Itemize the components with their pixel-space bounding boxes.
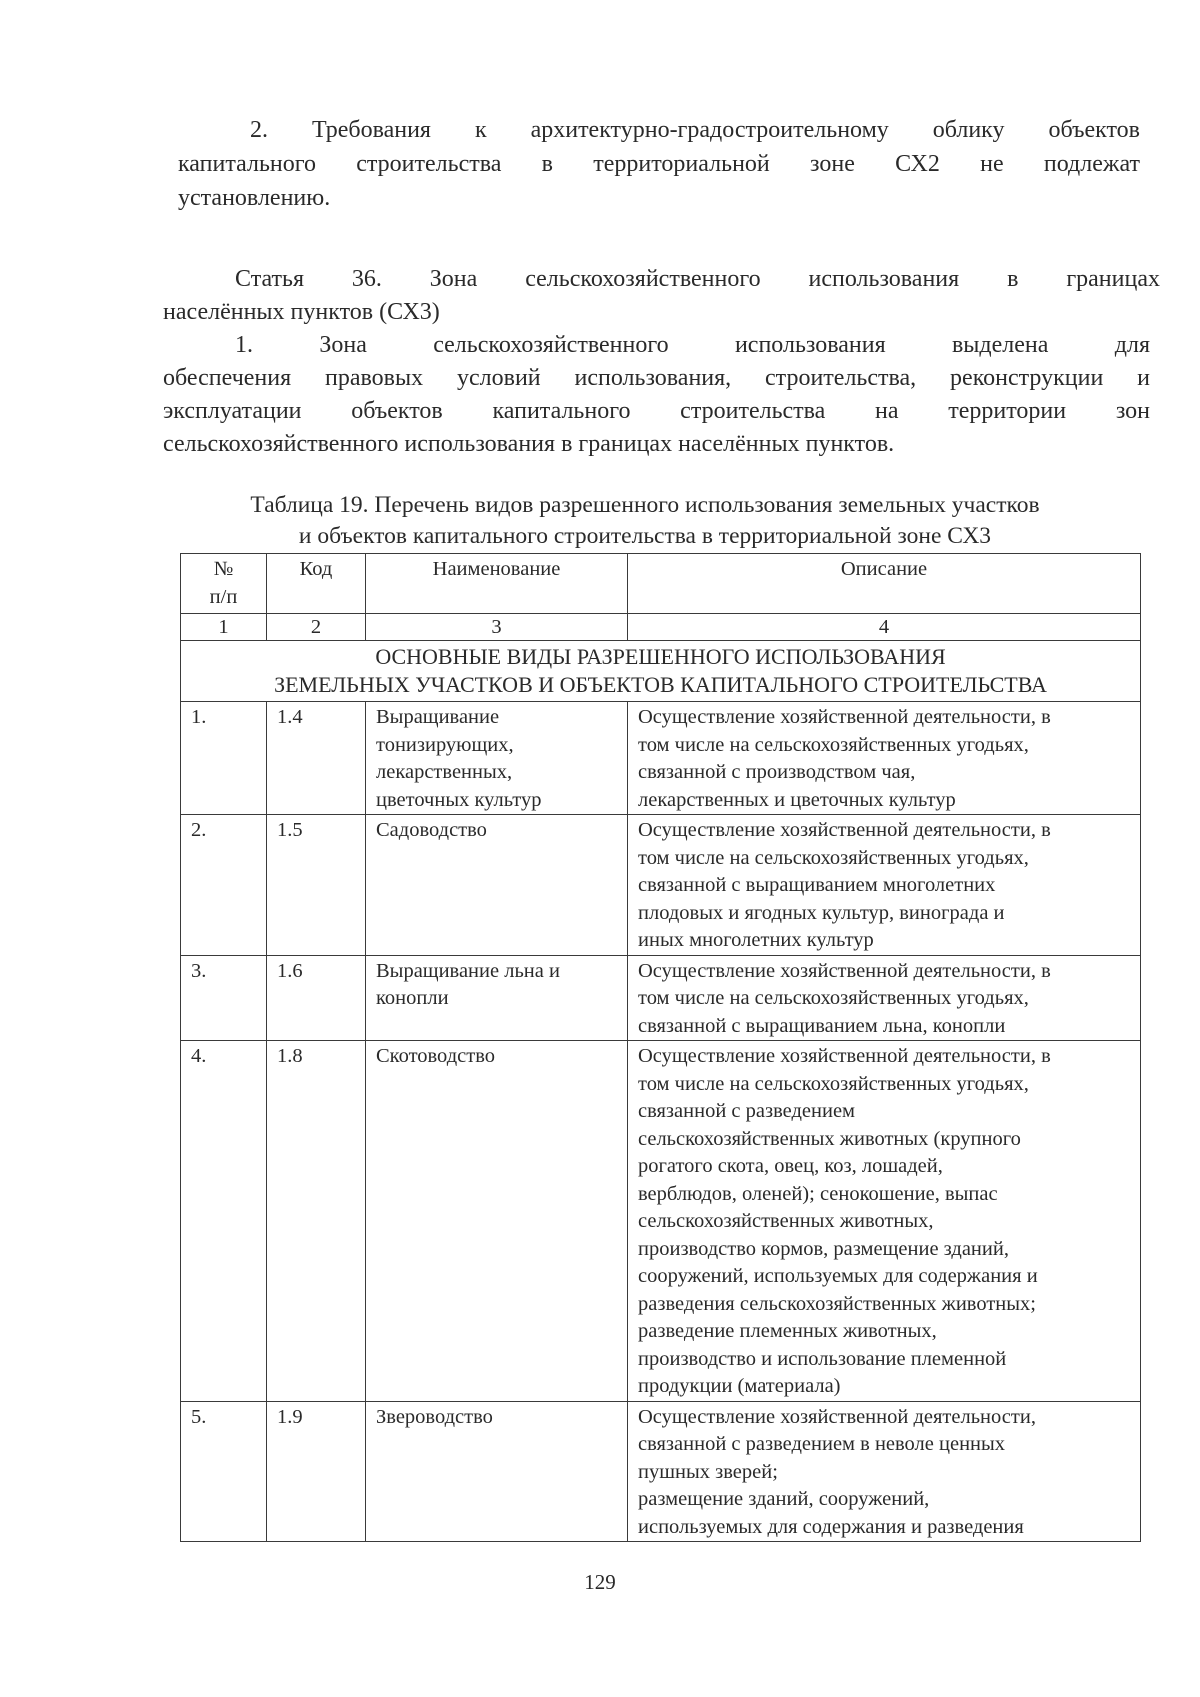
header-name: Наименование [366, 554, 628, 614]
row-description-line: иных многолетних культур [638, 929, 874, 951]
row-description-line: рогатого скота, овец, коз, лошадей, [638, 1155, 943, 1177]
header-num [181, 554, 267, 614]
article-paragraph-line: 1. Зона сельскохозяйственного использования выделена для [235, 332, 1150, 358]
table-caption-line: Таблица 19. Перечень видов разрешенного использования земельных участков [250, 492, 1040, 518]
article-36 [163, 263, 1160, 461]
row-description-line: сооружений, используемых для содержания и [638, 1265, 1038, 1287]
column-number: 3 [366, 614, 628, 641]
row-description-line: производство кормов, размещение зданий, [638, 1237, 1009, 1260]
table-row [181, 955, 1141, 1041]
row-number: 4. [181, 1041, 267, 1402]
row-name-line: Выращивание льна и [376, 959, 560, 982]
row-description-line: разведения сельскохозяйственных животных; [638, 1292, 1036, 1315]
row-description [628, 1401, 1141, 1542]
row-description-line: Осуществление хозяйственной деятельности, в [638, 1045, 1051, 1067]
row-name-line: цветочных культур [376, 788, 542, 811]
header-description: Описание [628, 554, 1141, 614]
row-description-line: том числе на сельскохозяйственных угодьях, [638, 733, 1029, 756]
paragraph-2-line: капитального строительства в территориальной зоне СХ2 не подлежат [178, 151, 1140, 177]
row-name-line: Выращивание [376, 706, 500, 728]
row-name-line: Садоводство [376, 819, 487, 841]
row-name [366, 1401, 628, 1542]
row-description-line: Осуществление хозяйственной деятельности, в [638, 959, 1051, 982]
row-name-line: лекарственных, [376, 761, 513, 783]
row-name [366, 1041, 628, 1402]
row-name-line: конопли [376, 987, 449, 1009]
row-description-line: размещение зданий, сооружений, [638, 1488, 930, 1510]
section-header-line: ОСНОВНЫЕ ВИДЫ РАЗРЕШЕННОГО ИСПОЛЬЗОВАНИЯ [375, 644, 946, 669]
row-number: 2. [181, 815, 267, 956]
row-description [628, 1041, 1141, 1402]
row-number: 1. [181, 702, 267, 815]
row-description-line: плодовых и ягодных культур, винограда и [638, 901, 1005, 924]
row-description-line: Осуществление хозяйственной деятельности, в [638, 819, 1051, 841]
row-name [366, 815, 628, 956]
header-num-line2: п/п [209, 585, 238, 608]
table-row [181, 1041, 1141, 1402]
column-number: 2 [267, 614, 366, 641]
row-description [628, 955, 1141, 1041]
row-description-line: сельскохозяйственных животных (крупного [638, 1127, 1021, 1150]
row-description-line: том числе на сельскохозяйственных угодьях, [638, 1072, 1029, 1095]
row-description-line: Осуществление хозяйственной деятельности, в [638, 706, 1051, 728]
row-description-line: связанной с производством чая, [638, 761, 916, 783]
row-description-line: лекарственных и цветочных культур [638, 788, 956, 811]
row-description-line: разведение племенных животных, [638, 1320, 937, 1342]
row-name-line: тонизирующих, [376, 733, 514, 756]
paragraph-2-line: установлению. [178, 185, 331, 211]
row-code: 1.5 [267, 815, 366, 956]
row-code: 1.8 [267, 1041, 366, 1402]
row-description-line: сельскохозяйственных животных, [638, 1210, 934, 1232]
row-name-line: Звероводство [376, 1405, 493, 1428]
column-number: 4 [628, 614, 1141, 641]
section-header-line: ЗЕМЕЛЬНЫХ УЧАСТКОВ И ОБЪЕКТОВ КАПИТАЛЬНОГО СТРОИТЕЛЬСТВА [274, 672, 1047, 697]
row-name [366, 955, 628, 1041]
permitted-use-table [180, 553, 1141, 1542]
row-description-line: верблюдов, оленей); сенокошение, выпас [638, 1182, 998, 1205]
paragraph-2-line: 2. Требования к архитектурно-градостроительному облику объектов [250, 117, 1140, 143]
row-description-line: связанной с выращиванием многолетних [638, 874, 996, 896]
table-row [181, 702, 1141, 815]
row-description-line: том числе на сельскохозяйственных угодьях, [638, 987, 1029, 1009]
row-description-line: связанной с разведением в неволе ценных [638, 1433, 1006, 1455]
row-description-line: продукции (материала) [638, 1375, 841, 1397]
row-description-line: связанной с разведением [638, 1100, 856, 1122]
table-row [181, 1401, 1141, 1542]
row-code: 1.4 [267, 702, 366, 815]
section-header [181, 641, 1141, 702]
column-number: 1 [181, 614, 267, 641]
article-title-line: Статья 36. Зона сельскохозяйственного использования в границах [235, 266, 1160, 292]
row-name [366, 702, 628, 815]
row-description-line: пушных зверей; [638, 1460, 778, 1483]
row-description-line: Осуществление хозяйственной деятельности, [638, 1405, 1036, 1428]
table-row [181, 815, 1141, 956]
row-description-line: том числе на сельскохозяйственных угодьях, [638, 846, 1029, 869]
article-paragraph-line: обеспечения правовых условий использования, строительства, реконструкции и [163, 365, 1150, 391]
row-code: 1.6 [267, 955, 366, 1041]
page-number: 129 [584, 1570, 616, 1594]
header-num-line1: № [213, 558, 234, 580]
article-paragraph-line: эксплуатации объектов капитального строительства на территории зон [163, 398, 1150, 424]
column-number-row [181, 614, 1141, 641]
table-body [181, 702, 1141, 1542]
table-header-row [181, 554, 1141, 614]
header-code: Код [267, 554, 366, 614]
table-caption-line: и объектов капитального строительства в территориальной зоне СХ3 [298, 523, 992, 549]
row-description [628, 815, 1141, 956]
row-description-line: связанной с выращиванием льна, конопли [638, 1014, 1006, 1037]
row-number: 5. [181, 1401, 267, 1542]
row-name-line: Скотоводство [376, 1045, 495, 1067]
section-header-row [181, 641, 1141, 702]
paragraph-2 [178, 113, 1140, 215]
row-code: 1.9 [267, 1401, 366, 1542]
row-description-line: производство и использование племенной [638, 1347, 1007, 1370]
article-paragraph-line: сельскохозяйственного использования в границах населённых пунктов. [163, 431, 895, 457]
row-description-line: используемых для содержания и разведения [638, 1515, 1024, 1538]
table-caption [150, 490, 1140, 552]
row-number: 3. [181, 955, 267, 1041]
row-description [628, 702, 1141, 815]
article-title-line: населённых пунктов (СХ3) [163, 299, 440, 325]
